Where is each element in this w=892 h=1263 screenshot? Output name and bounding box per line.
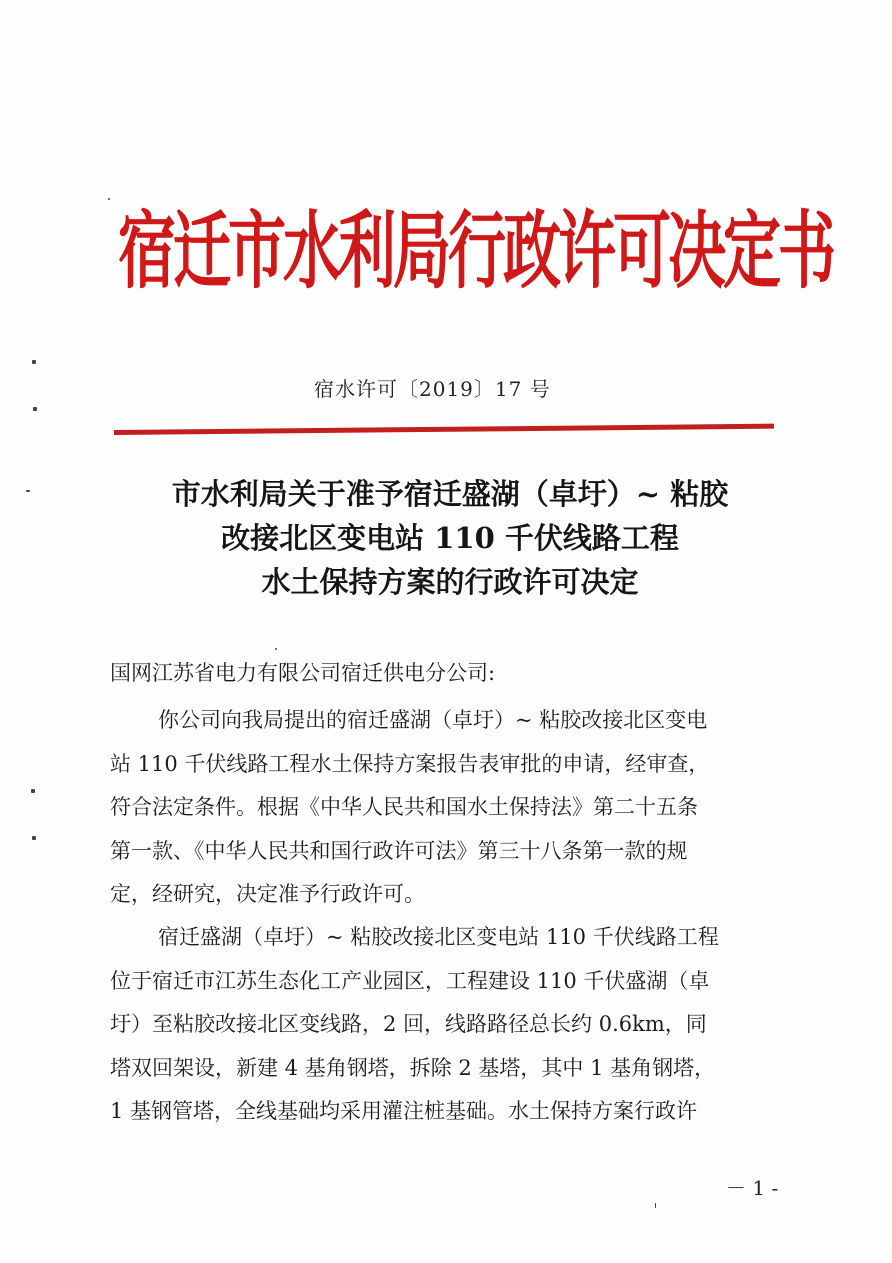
paragraph-line: 第一款、《中华人民共和国行政许可法》第三十八条第一款的规 xyxy=(110,838,688,863)
subject-line: 水土保持方案的行政许可决定 xyxy=(261,565,639,599)
paragraph-line: 符合法定条件。根据《中华人民共和国水土保持法》第二十五条 xyxy=(110,795,698,819)
page-number: － 1 - xyxy=(726,1176,779,1200)
paragraph-line: 圩）至粘胶改接北区变线路，2 回，线路路径总长约 0.6km，同 xyxy=(110,1012,707,1036)
scan-speck xyxy=(32,360,36,364)
paragraph-line: 宿迁盛湖（卓圩）~ 粘胶改接北区变电站 110 千伏线路工程 xyxy=(158,925,719,949)
scan-speck xyxy=(33,407,37,411)
paragraph-line: 定，经研究，决定准予行政许可。 xyxy=(110,882,425,906)
scan-speck xyxy=(26,490,30,492)
scan-speck xyxy=(31,789,35,793)
document-header-title: 宿迁市水利局行政许可决定书 xyxy=(118,201,834,301)
subject-line: 市水利局关于准予宿迁盛湖（卓圩）~ 粘胶 xyxy=(171,477,729,511)
scan-speck xyxy=(655,1203,656,1208)
scan-speck xyxy=(32,836,36,840)
document-number: 宿水许可〔2019〕17 号 xyxy=(314,377,551,401)
scan-speck xyxy=(275,648,277,650)
addressee: 国网江苏省电力有限公司宿迁供电分公司: xyxy=(110,661,496,685)
red-divider-rule xyxy=(114,424,774,435)
subject-line: 改接北区变电站 110 千伏线路工程 xyxy=(221,521,679,555)
paragraph-line: 塔双回架设，新建 4 基角钢塔，拆除 2 基塔，其中 1 基角钢塔， xyxy=(110,1055,716,1080)
paragraph-approval xyxy=(110,699,780,917)
paragraph-project-description xyxy=(110,916,780,1134)
document-subject xyxy=(110,472,790,604)
paragraph-line: 站 110 千伏线路工程水土保持方案报告表审批的申请，经审查， xyxy=(110,751,710,776)
scan-speck xyxy=(108,198,110,200)
paragraph-line: 位于宿迁市江苏生态化工产业园区，工程建设 110 千伏盛湖（卓 xyxy=(110,968,710,993)
paragraph-line: 1 基钢管塔，全线基础均采用灌注桩基础。水土保持方案行政许 xyxy=(110,1099,698,1123)
paragraph-line: 你公司向我局提出的宿迁盛湖（卓圩）~ 粘胶改接北区变电 xyxy=(158,708,708,732)
